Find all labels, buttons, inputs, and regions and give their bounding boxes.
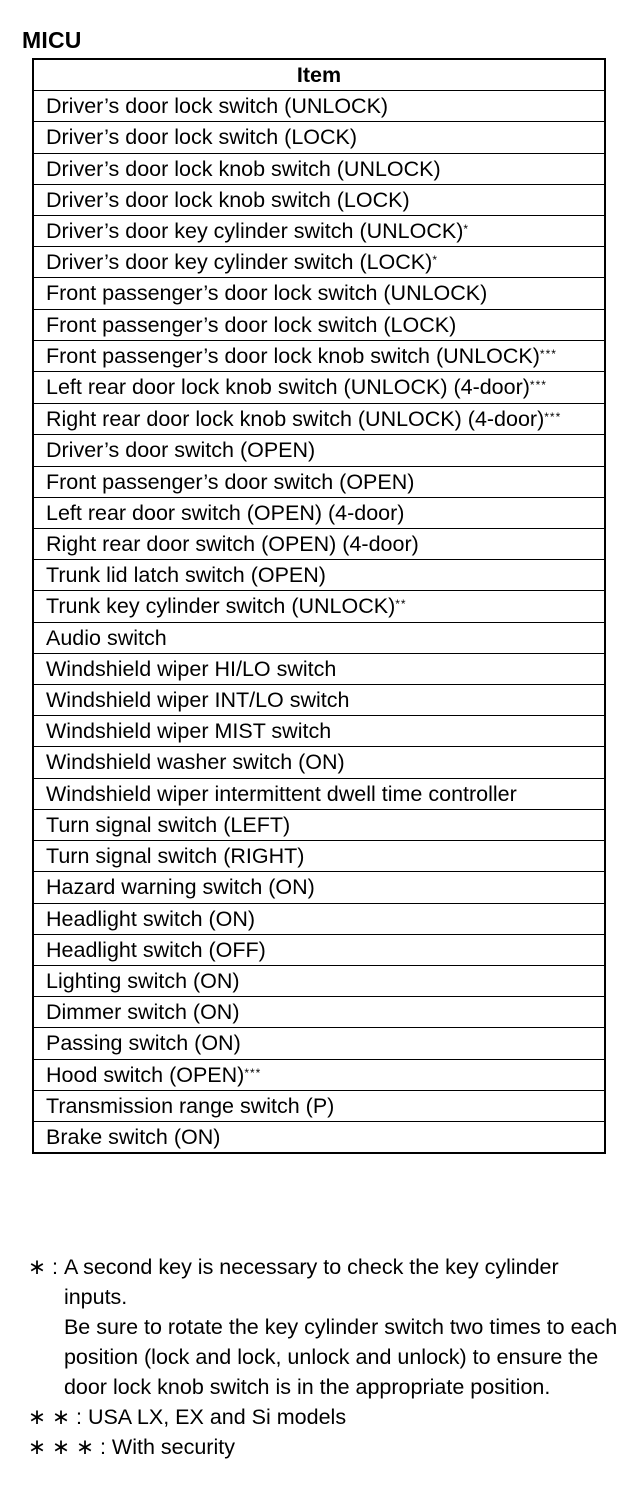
table-row (33, 934, 605, 965)
item-text: Driver’s door key cylinder switch (UNLOCK) (46, 219, 464, 244)
table-cell-item (33, 435, 605, 466)
footnote-symbol: ∗ ∗ : (28, 1405, 88, 1429)
table-row (33, 122, 605, 153)
table-header-row (33, 59, 605, 91)
table-cell-item (33, 622, 605, 653)
table-row (33, 309, 605, 340)
table-cell-item (33, 309, 605, 340)
table-row (33, 435, 605, 466)
table-row (33, 247, 605, 278)
table-row (33, 622, 605, 653)
item-text: Front passenger’s door switch (OPEN) (46, 469, 415, 494)
footnote-marker: *** (539, 346, 557, 361)
table-cell-item (33, 778, 605, 810)
item-text: Lighting switch (ON) (46, 969, 240, 994)
item-text: Hood switch (OPEN) (46, 1062, 245, 1087)
table-cell-item (33, 872, 605, 903)
table-cell-item (33, 997, 605, 1028)
table-row (33, 591, 605, 622)
item-text: Driver’s door key cylinder switch (LOCK) (46, 250, 433, 275)
table-row (33, 340, 605, 372)
table-cell-item (33, 372, 605, 404)
table-cell-item (33, 1122, 605, 1154)
footnote-text: A second key is necessary to check the key cylinder inputs. (63, 1255, 559, 1309)
item-text: Turn signal switch (LEFT) (46, 813, 291, 838)
item-text: Right rear door switch (OPEN) (4-door) (46, 531, 419, 556)
table-row (33, 91, 605, 122)
table-row (33, 810, 605, 841)
item-text: Driver’s door lock switch (LOCK) (46, 125, 358, 150)
footnotes (28, 1252, 618, 1462)
table-row (33, 716, 605, 747)
footnote-marker: *** (544, 409, 562, 424)
item-text: Transmission range switch (P) (46, 1093, 335, 1118)
table-cell-item (33, 716, 605, 747)
item-text: Headlight switch (ON) (46, 906, 256, 931)
table-cell-item (33, 684, 605, 715)
table-row (33, 872, 605, 903)
footnote (28, 1252, 618, 1402)
table-cell-item (33, 653, 605, 684)
table-row (33, 1090, 605, 1121)
table-cell-item (33, 966, 605, 997)
table-cell-item (33, 1090, 605, 1121)
footnote-marker: * (432, 253, 438, 268)
table-cell-item (33, 153, 605, 184)
table-row (33, 997, 605, 1028)
item-text: Windshield wiper MIST switch (46, 719, 332, 744)
table-row (33, 841, 605, 872)
footnote (28, 1402, 618, 1432)
table-row (33, 1059, 605, 1090)
footnote-marker: ** (395, 597, 407, 612)
table-row (33, 497, 605, 528)
table-cell-item (33, 841, 605, 872)
footnote-marker: *** (529, 378, 547, 393)
item-text: Right rear door lock knob switch (UNLOCK) (4-door) (46, 406, 545, 431)
item-text: Windshield wiper INT/LO switch (46, 687, 350, 712)
item-text: Headlight switch (OFF) (46, 937, 266, 962)
table-cell-item (33, 591, 605, 622)
item-text: Audio switch (46, 625, 167, 650)
footnote-text: With security (111, 1435, 235, 1459)
item-text: Dimmer switch (ON) (46, 1000, 240, 1025)
item-text: Hazard warning switch (ON) (46, 875, 315, 900)
footnote-marker: *** (244, 1065, 262, 1080)
table-row (33, 403, 605, 435)
table-cell-item (33, 340, 605, 372)
table-cell-item (33, 91, 605, 122)
item-text: Front passenger’s door lock knob switch (UNLOCK) (46, 343, 540, 368)
table-row (33, 216, 605, 247)
section-heading: MICU (22, 27, 82, 53)
table-row (33, 747, 605, 778)
item-text: Driver’s door lock knob switch (LOCK) (46, 187, 410, 212)
table-cell-item (33, 278, 605, 309)
table-cell-item (33, 1059, 605, 1090)
table-cell-item (33, 184, 605, 215)
micu-item-table (32, 58, 606, 1154)
item-text: Trunk key cylinder switch (UNLOCK) (46, 594, 396, 619)
table-cell-item (33, 466, 605, 497)
item-text: Windshield wiper intermittent dwell time controller (46, 781, 517, 806)
table-cell-item (33, 247, 605, 278)
footnote-symbol: ∗ : (28, 1255, 64, 1279)
table-cell-item (33, 497, 605, 528)
item-text: Driver’s door switch (OPEN) (46, 438, 316, 463)
table-row (33, 278, 605, 309)
item-text: Passing switch (ON) (46, 1031, 241, 1056)
table-row (33, 1122, 605, 1154)
table-row (33, 684, 605, 715)
table-cell-item (33, 216, 605, 247)
table-row (33, 560, 605, 591)
table-row (33, 903, 605, 934)
item-text: Front passenger’s door lock switch (UNLOCK) (46, 281, 488, 306)
table-row (33, 778, 605, 810)
item-text: Trunk lid latch switch (OPEN) (46, 563, 326, 588)
footnote-symbol: ∗ ∗ ∗ : (28, 1435, 112, 1459)
item-text: Left rear door lock knob switch (UNLOCK) (4-door) (46, 375, 530, 400)
table-row (33, 466, 605, 497)
table-row (33, 528, 605, 559)
table-row (33, 966, 605, 997)
item-text: Driver’s door lock switch (UNLOCK) (46, 94, 389, 119)
column-header-item: Item (296, 63, 342, 87)
item-text: Left rear door switch (OPEN) (4-door) (46, 500, 405, 525)
item-text: Windshield wiper HI/LO switch (46, 656, 337, 681)
item-text: Windshield washer switch (ON) (46, 750, 345, 775)
table-row (33, 653, 605, 684)
table-cell-item (33, 122, 605, 153)
table-cell-item (33, 403, 605, 435)
table-row (33, 372, 605, 404)
table-row (33, 153, 605, 184)
table-cell-item (33, 903, 605, 934)
table-cell-item (33, 1028, 605, 1059)
table-cell-item (33, 810, 605, 841)
footnote-marker: * (463, 222, 470, 237)
footnote-text: Be sure to rotate the key cylinder switch two times to each position (lock and lock, unlock and unlock) to ensure the door lock knob switch is in the appropriate position. (63, 1315, 618, 1399)
table-cell-item (33, 934, 605, 965)
table-row (33, 1028, 605, 1059)
table-cell-item (33, 528, 605, 559)
item-text: Turn signal switch (RIGHT) (46, 844, 305, 869)
footnote-text: USA LX, EX and Si models (87, 1405, 347, 1429)
footnote (28, 1432, 618, 1462)
item-text: Driver’s door lock knob switch (UNLOCK) (46, 156, 441, 181)
table-cell-item (33, 747, 605, 778)
item-text: Front passenger’s door lock switch (LOCK) (46, 312, 457, 337)
table-row (33, 184, 605, 215)
item-text: Brake switch (ON) (46, 1125, 221, 1150)
table-cell-item (33, 560, 605, 591)
